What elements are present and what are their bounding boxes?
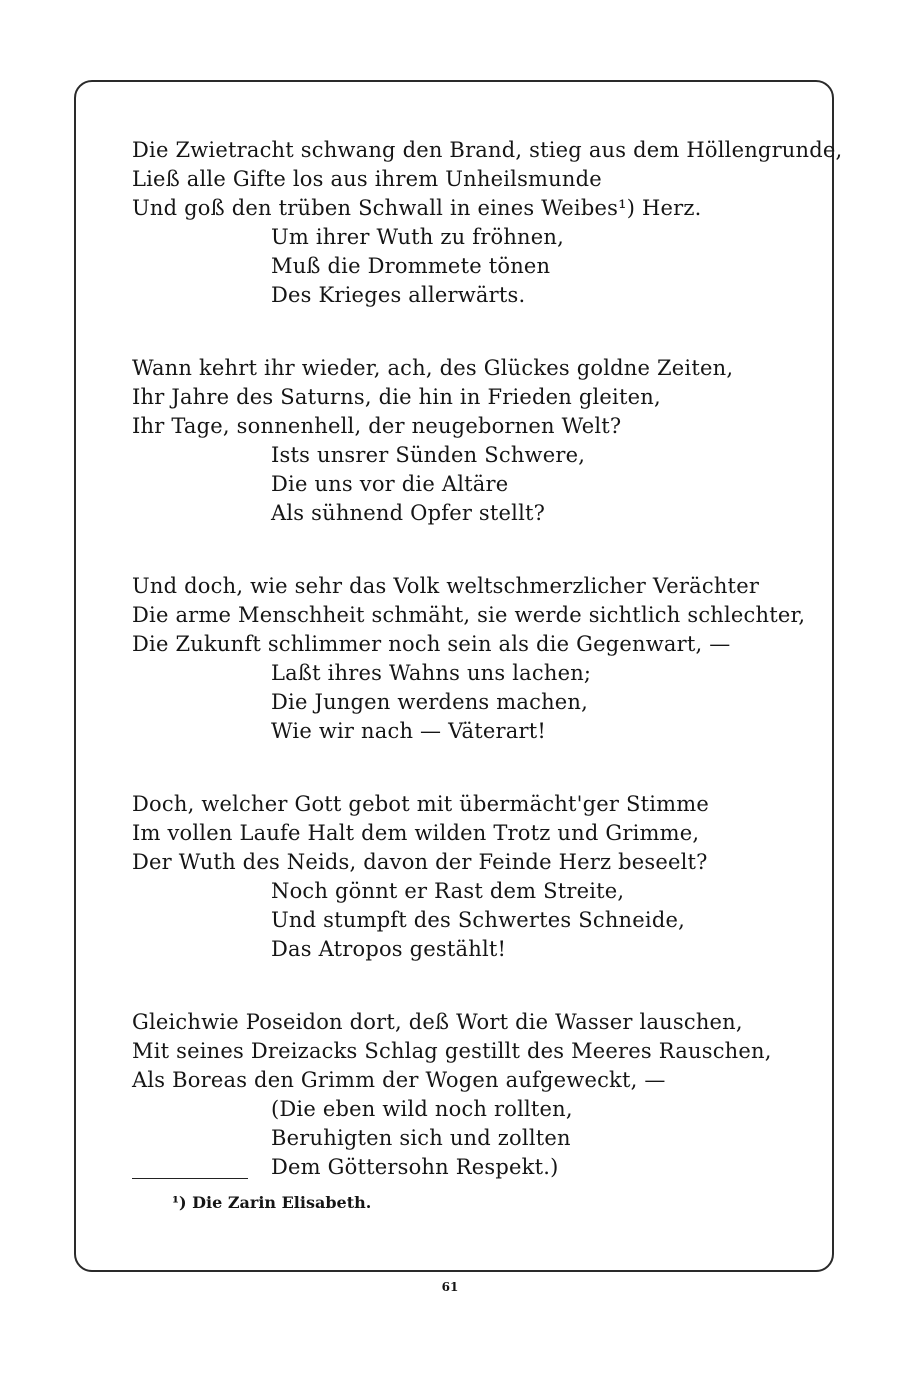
stanza-4 <box>132 790 812 964</box>
poem-line: Und stumpft des Schwertes Schneide, <box>271 908 685 932</box>
poem-line: Des Krieges allerwärts. <box>271 283 526 307</box>
poem-line: Wann kehrt ihr wieder, ach, des Glückes goldne Zeiten, <box>132 356 734 380</box>
poem-line: Ließ alle Gifte los aus ihrem Unheilsmunde <box>132 167 602 191</box>
poem-line: Die uns vor die Altäre <box>271 472 509 496</box>
poem-line: Die Zukunft schlimmer noch sein als die Gegenwart, — <box>132 632 731 656</box>
poem-line: Die arme Menschheit schmäht, sie werde sichtlich schlechter, <box>132 603 806 627</box>
poem-line: Doch, welcher Gott gebot mit übermächt'ger Stimme <box>132 792 709 816</box>
poem-line: Als sühnend Opfer stellt? <box>271 501 546 525</box>
poem-line: Die Jungen werdens machen, <box>271 690 589 714</box>
poem-line: (Die eben wild noch rollten, <box>271 1097 573 1121</box>
page-number: 61 <box>441 1280 459 1294</box>
stanza-1 <box>132 136 843 310</box>
poem-line: Wie wir nach — Väterart! <box>271 719 547 743</box>
poem <box>132 136 843 1226</box>
poem-line: Ists unsrer Sünden Schwere, <box>271 443 586 467</box>
poem-line: Ihr Jahre des Saturns, die hin in Frieden gleiten, <box>132 385 661 409</box>
stanza-3 <box>132 572 812 746</box>
poem-line: Gleichwie Poseidon dort, deß Wort die Wasser lauschen, <box>132 1010 743 1034</box>
poem-line: Beruhigten sich und zollten <box>271 1126 571 1150</box>
poem-line: Noch gönnt er Rast dem Streite, <box>271 879 625 903</box>
poem-line: Ihr Tage, sonnenhell, der neugebornen Welt? <box>132 414 622 438</box>
poem-line: Das Atropos gestählt! <box>271 937 507 961</box>
stanza-5 <box>132 1008 812 1182</box>
poem-line: Muß die Drommete tönen <box>271 254 551 278</box>
footnote: ¹) Die Zarin Elisabeth. <box>172 1193 372 1212</box>
poem-line: Und doch, wie sehr das Volk weltschmerzlicher Verächter <box>132 574 760 598</box>
poem-line: Dem Göttersohn Respekt.) <box>271 1155 559 1179</box>
stanza-2 <box>132 354 812 528</box>
poem-line: Im vollen Laufe Halt dem wilden Trotz und Grimme, <box>132 821 700 845</box>
footnote-divider <box>132 1178 248 1179</box>
poem-line: Um ihrer Wuth zu fröhnen, <box>271 225 565 249</box>
poem-line: Die Zwietracht schwang den Brand, stieg aus dem Höllengrunde, <box>132 138 843 162</box>
poem-line: Der Wuth des Neids, davon der Feinde Herz beseelt? <box>132 850 708 874</box>
poem-line: Laßt ihres Wahns uns lachen; <box>271 661 592 685</box>
poem-line: Mit seines Dreizacks Schlag gestillt des Meeres Rauschen, <box>132 1039 772 1063</box>
poem-line: Und goß den trüben Schwall in eines Weibes¹) Herz. <box>132 196 702 220</box>
poem-line: Als Boreas den Grimm der Wogen aufgeweckt, — <box>132 1068 666 1092</box>
